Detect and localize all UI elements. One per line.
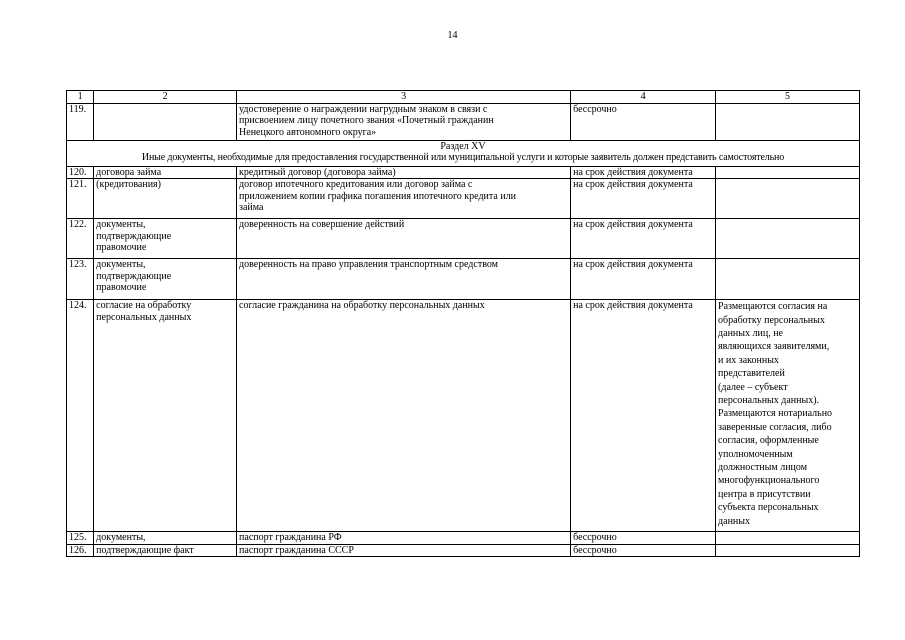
row-term: бессрочно [571, 103, 716, 140]
row-note [716, 544, 860, 557]
table-row-122 [67, 219, 860, 259]
category-line: подтверждающие [96, 230, 172, 242]
note-line: представителей [718, 368, 785, 380]
row-note [716, 259, 860, 300]
note-line: обработку персональных [718, 314, 825, 326]
note-line: персональных данных). [718, 395, 820, 407]
category-line: персональных данных [96, 311, 192, 323]
row-category [94, 219, 237, 259]
row-document: кредитный договор (договора займа) [237, 166, 571, 179]
table-row-126 [67, 544, 860, 557]
category-line: согласие на обработку [96, 300, 192, 312]
category-line: правомочие [96, 282, 147, 294]
row-document: паспорт гражданина РФ [237, 532, 571, 545]
row-note [716, 219, 860, 259]
note-line: уполномоченным [718, 448, 793, 460]
section-heading [67, 140, 860, 166]
row-category [94, 103, 237, 140]
header-cell-1: 1 [67, 91, 94, 104]
row-term: на срок действия документа [571, 166, 716, 179]
document-line: удостоверение о награждении нагрудным знаком в связи с [239, 103, 488, 115]
row-note [716, 103, 860, 140]
row-term: бессрочно [571, 544, 716, 557]
section-title: Раздел XV [440, 140, 486, 152]
row-category: документы, [94, 532, 237, 545]
row-category [94, 259, 237, 300]
section-row [67, 140, 860, 166]
note-line: (далее – субъект [718, 381, 788, 393]
note-line: данных лиц, не [718, 328, 783, 339]
document-line: займа [239, 202, 264, 214]
note-line: должностным лицом [718, 462, 808, 474]
header-cell-4: 4 [571, 91, 716, 104]
note-line: данных [718, 515, 750, 527]
row-document [237, 179, 571, 219]
row-document: доверенность на совершение действий [237, 219, 571, 259]
header-cell-3: 3 [237, 91, 571, 104]
row-note [716, 166, 860, 179]
note-line: многофункционального [718, 475, 820, 487]
document-line: присвоением лицу почетного звания «Почетный гражданин [239, 115, 494, 127]
page-number: 14 [447, 30, 458, 41]
row-document: согласие гражданина на обработку персональных данных [237, 300, 571, 532]
header-cell-5: 5 [716, 91, 860, 104]
note-line: субъекта персональных [718, 502, 819, 514]
note-line: Размещаются нотариально [718, 408, 833, 420]
category-line: документы, [96, 259, 146, 271]
row-term: бессрочно [571, 532, 716, 545]
row-category [94, 300, 237, 532]
section-subtitle: Иные документы, необходимые для предоставления государственной или муниципальной услуги и которые заявитель должен представить самостоятельно [141, 152, 785, 164]
row-note [716, 179, 860, 219]
row-term: на срок действия документа [571, 300, 716, 532]
table-row-125 [67, 532, 860, 545]
row-number: 122. [67, 219, 94, 259]
row-note [716, 532, 860, 545]
document-line: договор ипотечного кредитования или договор займа с [239, 179, 473, 191]
table-header-row [67, 91, 860, 104]
row-document [237, 103, 571, 140]
row-number: 120. [67, 166, 94, 179]
note-line: и их законных [718, 354, 779, 366]
table-row-124 [67, 300, 860, 532]
table-row-120 [67, 166, 860, 179]
note-line: центра в присутствии [718, 488, 811, 500]
document-line: Ненецкого автономного округа» [239, 126, 377, 138]
documents-table [66, 90, 860, 557]
row-term: на срок действия документа [571, 219, 716, 259]
row-category: подтверждающие факт [94, 544, 237, 557]
row-term: на срок действия документа [571, 259, 716, 300]
row-number: 126. [67, 544, 94, 557]
row-note [716, 300, 860, 532]
note-line: согласия, оформленные [718, 435, 819, 447]
row-number: 121. [67, 179, 94, 219]
row-category: договора займа [94, 166, 237, 179]
table-row-119 [67, 103, 860, 140]
table-row-123 [67, 259, 860, 300]
row-number: 124. [67, 300, 94, 532]
category-line: подтверждающие [96, 270, 172, 282]
table-row-121 [67, 179, 860, 219]
row-category: (кредитования) [94, 179, 237, 219]
document-line: приложением копии графика погашения ипотечного кредита или [239, 190, 517, 202]
note-line: являющихся заявителями, [718, 341, 830, 353]
note-line: заверенные согласия, либо [718, 421, 832, 433]
category-line: документы, [96, 219, 146, 231]
row-number: 123. [67, 259, 94, 300]
category-line: правомочие [96, 242, 147, 254]
row-term: на срок действия документа [571, 179, 716, 219]
row-document: доверенность на право управления транспортным средством [237, 259, 571, 300]
row-number: 125. [67, 532, 94, 545]
note-line: Размещаются согласия на [718, 301, 828, 313]
row-number: 119. [67, 103, 94, 140]
row-document: паспорт гражданина СССР [237, 544, 571, 557]
header-cell-2: 2 [94, 91, 237, 104]
